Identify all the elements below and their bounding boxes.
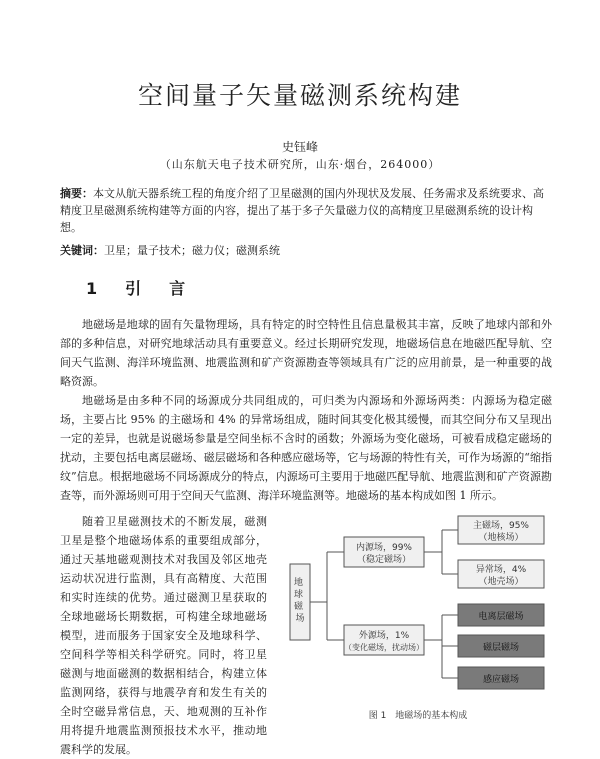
body-paragraph: 地磁场是由多种不同的场源成分共同组成的，可归类为内源场和外源场两类：内源场为稳定磁场，主要占比 95% 的主磁场和 4% 的异常场组成，随时间其变化极其缓慢，而其空间分布又呈现出一定的差异，也就是说磁场参量是空间坐标不含时的函数；外源场为变化磁场，可被看成稳定磁场的扰动，主要包括电离层磁场、磁层磁场和各种感应磁场等，它与场源的特性有关，可作为场源的“缩指纹”信息。根据地磁场不同场源成分的特点，内源场可主要用于地磁匹配导航、地震监测和矿产资源勘查等，而外源场则可用于空间天气监测、海洋环境监测等。地磁场的基本构成如图 1 所示。	[60, 394, 552, 502]
paper-title: 空间量子矢量磁测系统构建	[137, 81, 462, 110]
induced-field-label: 感应磁场	[482, 675, 520, 685]
section-number: 1	[86, 279, 104, 298]
author-name: 史钰峰	[281, 140, 318, 154]
abstract-text: 本文从航天器系统工程的角度介绍了卫星磁测的国内外现状及发展、任务需求及系统要求、高精度卫星磁测系统构建等方面的内容，提出了基于多子矢量磁力仪的高精度卫星磁测系统的设计构想。	[60, 187, 544, 234]
body-paragraph: 随着卫星磁测技术的不断发展，磁测卫星是整个地磁场体系的重要组成部分，通过天基地磁观测技术对我国及邻区地壳运动状况进行监测，具有高精度、大范围和实时连续的优势。通过磁测卫星获取的全球地磁场长期数据，可构建全球地磁场模型，进而服务于国家安全及地球科学、空间科学等相关科学研究。同时，将卫星磁测与地面磁测的数据相结合，构建立体监测网络，获得与地震孕育和发生有关的全时空磁异常信息，天、地观测的互补作用将提升地震监测预报技术水平，推动地震科学的发展。	[60, 515, 267, 756]
abstract	[60, 185, 550, 236]
body-text-left-column	[60, 512, 267, 759]
external-field-line1: 外源场，1%	[358, 631, 410, 641]
author-affiliation: （山东航天电子技术研究所，山东·烟台，264000）	[159, 158, 441, 171]
body-text-full-width	[60, 315, 552, 505]
section-title: 引 言	[125, 279, 192, 298]
figure-1	[282, 512, 554, 722]
keywords	[60, 242, 550, 258]
body-paragraph: 地磁场是地球的固有矢量物理场，具有特定的时空特性且信息量极其丰富，反映了地球内部和外部的多种信息，对研究地球活动具有重要意义。经过长期研究发现，地磁场信息在地磁匹配导航、空间天气监测、海洋环境监测、地震监测和矿产资源勘查等领域具有广泛的应用前景，是一种重要的战略资源。	[60, 318, 552, 388]
section-heading	[86, 276, 191, 299]
anomaly-field-line2: （地壳场）	[478, 577, 524, 587]
abstract-label: 摘要：	[60, 187, 93, 200]
keywords-text: 卫星；量子技术；磁力仪；磁测系统	[104, 244, 280, 257]
anomaly-field-line1: 异常场，4%	[475, 565, 527, 575]
magnetosphere-field-label: 磁层磁场	[482, 643, 520, 653]
keywords-label: 关键词：	[60, 244, 104, 257]
ionosphere-field-label: 电离层磁场	[478, 612, 524, 622]
root-label: 地 球 磁 场	[294, 578, 305, 624]
main-field-line2: （地核场）	[478, 533, 524, 543]
figure-caption: 图 1 地磁场的基本构成	[368, 711, 468, 721]
external-field-line2: （变化磁场，扰动场）	[344, 643, 424, 652]
main-field-line1: 主磁场，95%	[472, 521, 530, 531]
internal-field-line1: 内源场，99%	[355, 543, 413, 553]
geomagnetic-field-diagram	[282, 512, 554, 702]
internal-field-line2: （稳定磁场）	[356, 555, 412, 565]
